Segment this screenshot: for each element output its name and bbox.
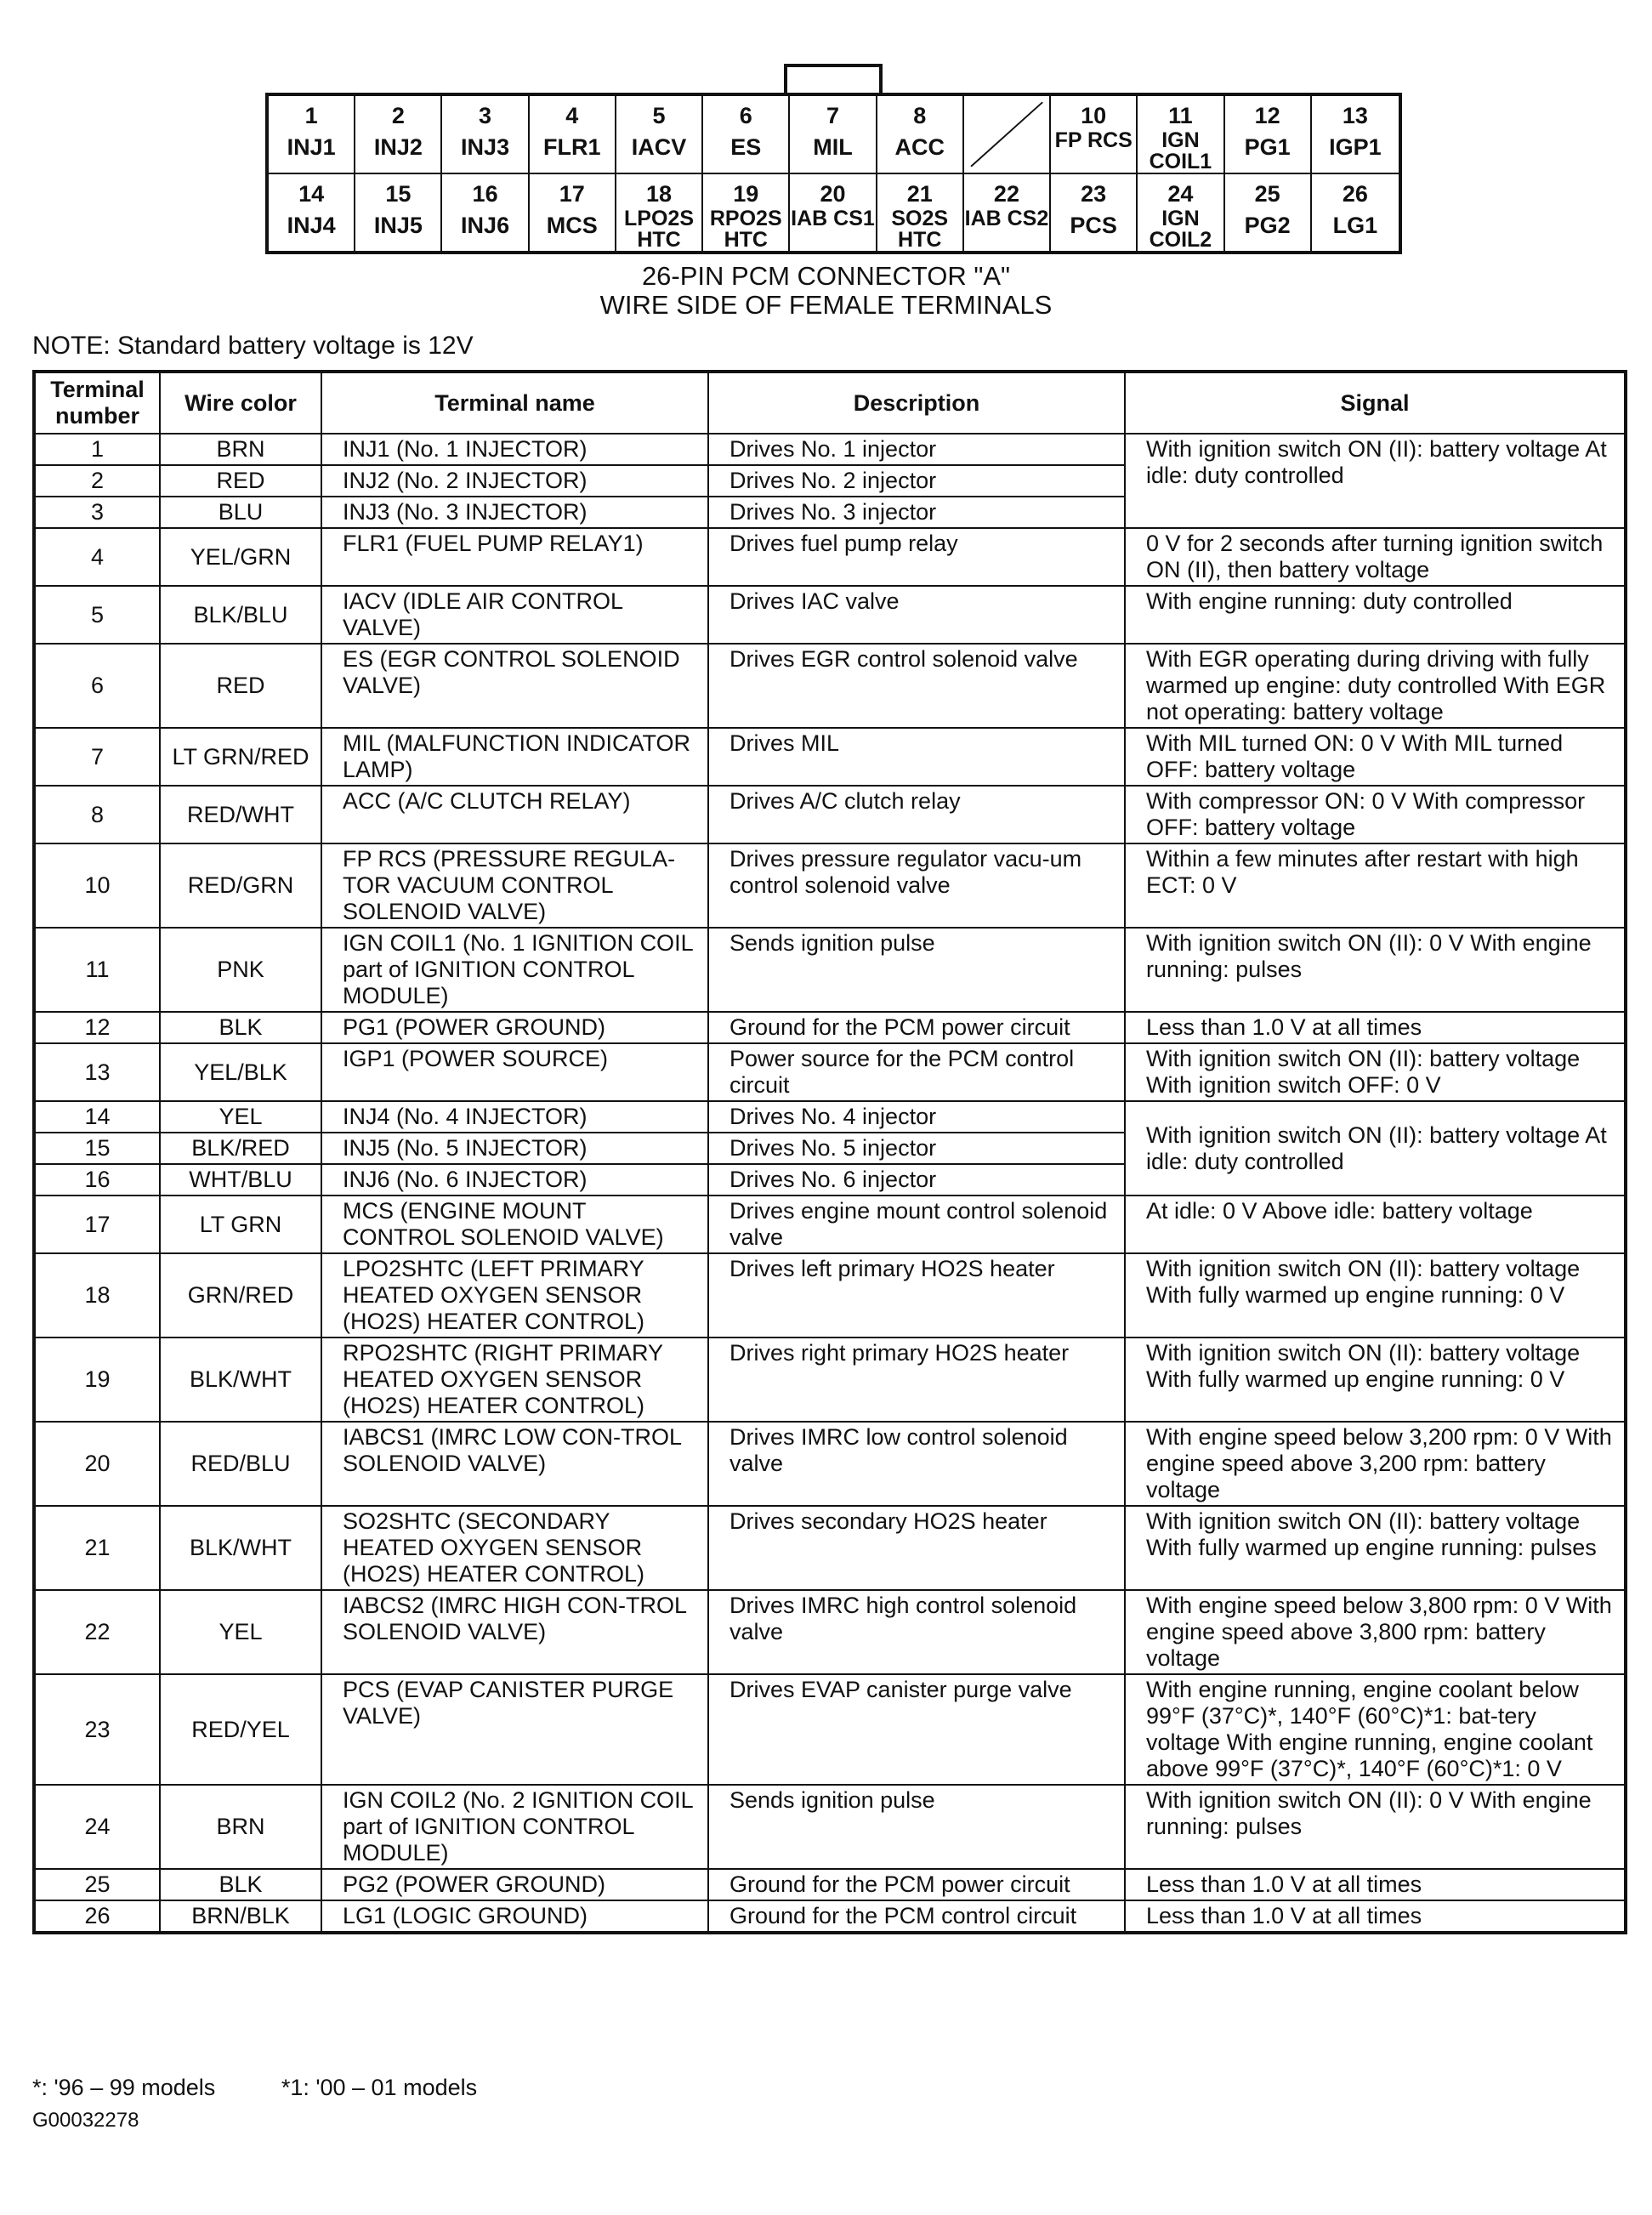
connector-pin-label: FP RCS [1054, 128, 1133, 152]
connector-pin-number: 14 [298, 181, 325, 207]
terminal-table [32, 370, 1627, 1934]
table-row [34, 1043, 1626, 1101]
wire-color-cell: LT GRN [160, 1196, 321, 1253]
table-header-row [34, 372, 1626, 434]
connector-pin-number: 17 [559, 181, 585, 207]
connector-pin-number: 26 [1342, 181, 1368, 207]
table-row [34, 1101, 1626, 1133]
header-description: Description [708, 372, 1125, 434]
wire-color-cell: RED/BLU [160, 1422, 321, 1506]
connector-pin-label: INJ2 [373, 134, 423, 160]
terminal-number-cell: 16 [34, 1164, 160, 1196]
wire-color-cell: YEL/BLK [160, 1043, 321, 1101]
connector-pin-label: IAB CS2 [964, 207, 1049, 230]
signal-cell: With engine speed below 3,200 rpm: 0 V With engine speed above 3,200 rpm: battery voltage [1125, 1422, 1626, 1506]
connector-pin-number: 20 [820, 181, 846, 207]
terminal-name-cell: IGP1 (POWER SOURCE) [321, 1043, 708, 1101]
connector-pin-number: 5 [652, 103, 666, 128]
description-cell: Drives pressure regulator vacu-um control solenoid valve [708, 843, 1125, 928]
signal-cell: With ignition switch ON (II): battery voltage With fully warmed up engine running: 0 V [1125, 1338, 1626, 1422]
wire-color-cell: RED [160, 465, 321, 497]
signal-cell-shared: With ignition switch ON (II): battery voltage At idle: duty controlled [1125, 434, 1626, 528]
wire-color-cell: BRN [160, 434, 321, 465]
signal-cell: With MIL turned ON: 0 V With MIL turned OFF: battery voltage [1125, 728, 1626, 786]
terminal-number-cell: 7 [34, 728, 160, 786]
terminal-name-cell: INJ6 (No. 6 INJECTOR) [321, 1164, 708, 1196]
terminal-name-cell: IGN COIL1 (No. 1 IGNITION COIL part of IGNITION CONTROL MODULE) [321, 928, 708, 1012]
description-cell: Drives IMRC low control solenoid valve [708, 1422, 1125, 1506]
connector-pin-number: 8 [913, 103, 927, 128]
figure-code: G00032278 [32, 2109, 139, 2132]
wire-color-cell: RED/GRN [160, 843, 321, 928]
terminal-name-cell: LG1 (LOGIC GROUND) [321, 1900, 708, 1933]
connector-pin [1312, 174, 1399, 251]
description-cell: Power source for the PCM control circuit [708, 1043, 1125, 1101]
connector-pin-number: 11 [1168, 103, 1193, 128]
table-row [34, 1012, 1626, 1043]
table-row [34, 1785, 1626, 1869]
description-cell: Drives EGR control solenoid valve [708, 644, 1125, 728]
connector-pin-number: 1 [304, 103, 318, 128]
terminal-number-cell: 3 [34, 497, 160, 528]
description-cell: Drives No. 3 injector [708, 497, 1125, 528]
connector-pin-label: IGP1 [1329, 134, 1382, 160]
connector-pin-number: 10 [1081, 103, 1107, 128]
wire-color-cell: BLK/RED [160, 1133, 321, 1164]
wire-color-cell: GRN/RED [160, 1253, 321, 1338]
signal-cell: With ignition switch ON (II): 0 V With engine running: pulses [1125, 1785, 1626, 1869]
description-cell: Drives fuel pump relay [708, 528, 1125, 586]
wire-color-cell: BLK [160, 1869, 321, 1900]
signal-cell: With compressor ON: 0 V With compressor OFF: battery voltage [1125, 786, 1626, 843]
table-row [34, 528, 1626, 586]
terminal-number-cell: 17 [34, 1196, 160, 1253]
terminal-name-cell: MIL (MALFUNCTION INDICATOR LAMP) [321, 728, 708, 786]
terminal-name-cell: PG2 (POWER GROUND) [321, 1869, 708, 1900]
connector-pin [442, 174, 529, 251]
connector-pin [442, 96, 529, 174]
connector-pin-label: MIL [813, 134, 853, 160]
table-row [34, 1338, 1626, 1422]
terminal-number-cell: 11 [34, 928, 160, 1012]
terminal-number-cell: 19 [34, 1338, 160, 1422]
battery-voltage-note: NOTE: Standard battery voltage is 12V [32, 332, 474, 360]
connector-pin-label: SO2S HTC [891, 207, 949, 252]
description-cell: Sends ignition pulse [708, 1785, 1125, 1869]
terminal-name-cell: ACC (A/C CLUTCH RELAY) [321, 786, 708, 843]
terminal-number-cell: 2 [34, 465, 160, 497]
table-row [34, 1869, 1626, 1900]
connector-caption-line2: WIRE SIDE OF FEMALE TERMINALS [599, 290, 1053, 320]
connector-pin [355, 96, 442, 174]
table-row [34, 843, 1626, 928]
connector-pin-label: IGN COIL2 [1149, 207, 1212, 252]
wire-color-cell: BLK [160, 1012, 321, 1043]
signal-cell: With ignition switch ON (II): battery voltage With fully warmed up engine running: pulses [1125, 1506, 1626, 1590]
description-cell: Drives secondary HO2S heater [708, 1506, 1125, 1590]
connector-pin-number: 24 [1167, 181, 1194, 207]
connector-pin [616, 96, 703, 174]
description-cell: Drives No. 6 injector [708, 1164, 1125, 1196]
connector-pin [790, 96, 877, 174]
description-cell: Drives No. 2 injector [708, 465, 1125, 497]
header-terminal-number: Terminal number [34, 372, 160, 434]
connector-pin [703, 96, 790, 174]
connector-pin-number: 21 [906, 181, 933, 207]
terminal-name-cell: IGN COIL2 (No. 2 IGNITION COIL part of IGNITION CONTROL MODULE) [321, 1785, 708, 1869]
connector-pin [355, 174, 442, 251]
terminal-number-cell: 12 [34, 1012, 160, 1043]
terminal-name-cell: INJ5 (No. 5 INJECTOR) [321, 1133, 708, 1164]
connector-pin [1138, 174, 1224, 251]
signal-cell: Within a few minutes after restart with high ECT: 0 V [1125, 843, 1626, 928]
footnote-00-01: *1: '00 – 01 models [281, 2075, 478, 2100]
connector-pin-grid [265, 93, 1402, 254]
terminal-name-cell: RPO2SHTC (RIGHT PRIMARY HEATED OXYGEN SENSOR (HO2S) HEATER CONTROL) [321, 1338, 708, 1422]
terminal-name-cell: PCS (EVAP CANISTER PURGE VALVE) [321, 1674, 708, 1785]
terminal-name-cell: INJ2 (No. 2 INJECTOR) [321, 465, 708, 497]
terminal-number-cell: 4 [34, 528, 160, 586]
terminal-name-cell: INJ1 (No. 1 INJECTOR) [321, 434, 708, 465]
connector-pin-number: 19 [733, 181, 759, 207]
signal-cell: 0 V for 2 seconds after turning ignition switch ON (II), then battery voltage [1125, 528, 1626, 586]
signal-cell: At idle: 0 V Above idle: battery voltage [1125, 1196, 1626, 1253]
connector-pin [1138, 96, 1224, 174]
connector-pin-number: 16 [472, 181, 498, 207]
connector-pin-number: 23 [1081, 181, 1107, 207]
terminal-name-cell: SO2SHTC (SECONDARY HEATED OXYGEN SENSOR (HO2S) HEATER CONTROL) [321, 1506, 708, 1590]
terminal-name-cell: LPO2SHTC (LEFT PRIMARY HEATED OXYGEN SENSOR (HO2S) HEATER CONTROL) [321, 1253, 708, 1338]
connector-pin-label: IGN COIL1 [1149, 128, 1212, 173]
wire-color-cell: LT GRN/RED [160, 728, 321, 786]
connector-pin-number: 13 [1342, 103, 1368, 128]
table-row [34, 1590, 1626, 1674]
description-cell: Drives No. 1 injector [708, 434, 1125, 465]
wire-color-cell: BLK/WHT [160, 1506, 321, 1590]
connector-caption-line1: 26-PIN PCM CONNECTOR "A" [641, 261, 1011, 291]
pcm-connector-diagram [265, 64, 1402, 255]
wire-color-cell: PNK [160, 928, 321, 1012]
signal-cell: With engine running: duty controlled [1125, 586, 1626, 644]
description-cell: Drives MIL [708, 728, 1125, 786]
table-row [34, 1900, 1626, 1933]
connector-pin [1051, 96, 1138, 174]
wire-color-cell: BLK/WHT [160, 1338, 321, 1422]
connector-pin-label: PG1 [1244, 134, 1291, 160]
connector-pin-number: 6 [739, 103, 752, 128]
terminal-number-cell: 10 [34, 843, 160, 928]
footnote-96-99: *: '96 – 99 models [32, 2075, 216, 2100]
connector-pin-label: INJ5 [373, 213, 423, 238]
table-row [34, 586, 1626, 644]
signal-cell: Less than 1.0 V at all times [1125, 1869, 1626, 1900]
connector-pin-number: 7 [826, 103, 839, 128]
signal-cell: With EGR operating during driving with fully warmed up engine: duty controlled With EGR not operating: battery voltage [1125, 644, 1626, 728]
terminal-number-cell: 26 [34, 1900, 160, 1933]
connector-pin [269, 174, 355, 251]
terminal-number-cell: 1 [34, 434, 160, 465]
connector-pin-label: ES [730, 134, 762, 160]
table-row [34, 1422, 1626, 1506]
header-terminal-name: Terminal name [321, 372, 708, 434]
terminal-number-cell: 15 [34, 1133, 160, 1164]
terminal-name-cell: ES (EGR CONTROL SOLENOID VALVE) [321, 644, 708, 728]
table-row [34, 786, 1626, 843]
table-row [34, 1253, 1626, 1338]
description-cell: Ground for the PCM power circuit [708, 1012, 1125, 1043]
signal-cell-shared: With ignition switch ON (II): battery voltage At idle: duty controlled [1125, 1101, 1626, 1196]
connector-pin [964, 174, 1051, 251]
connector-pin-blank [964, 96, 1051, 174]
connector-pin [703, 174, 790, 251]
wire-color-cell: BRN/BLK [160, 1900, 321, 1933]
terminal-name-cell: FP RCS (PRESSURE REGULA-TOR VACUUM CONTROL SOLENOID VALVE) [321, 843, 708, 928]
connector-pin-label: ACC [894, 134, 945, 160]
connector-pin-label: LPO2S HTC [624, 207, 695, 252]
table-row [34, 728, 1626, 786]
terminal-name-cell: IABCS1 (IMRC LOW CON-TROL SOLENOID VALVE) [321, 1422, 708, 1506]
description-cell: Sends ignition pulse [708, 928, 1125, 1012]
connector-pin [877, 96, 964, 174]
wire-color-cell: BLK/BLU [160, 586, 321, 644]
connector-pin-number: 2 [391, 103, 405, 128]
wire-color-cell: BRN [160, 1785, 321, 1869]
wire-color-cell: RED/YEL [160, 1674, 321, 1785]
signal-cell: With ignition switch ON (II): battery voltage With ignition switch OFF: 0 V [1125, 1043, 1626, 1101]
connector-pin-label: MCS [546, 213, 598, 238]
terminal-name-cell: INJ4 (No. 4 INJECTOR) [321, 1101, 708, 1133]
description-cell: Drives IMRC high control solenoid valve [708, 1590, 1125, 1674]
connector-pin-number: 25 [1254, 181, 1280, 207]
connector-pin [1312, 96, 1399, 174]
connector-pin-label: INJ6 [461, 213, 510, 238]
description-cell: Drives No. 4 injector [708, 1101, 1125, 1133]
connector-pin [530, 96, 616, 174]
connector-pin [1225, 174, 1312, 251]
connector-pin [1051, 174, 1138, 251]
terminal-name-cell: IACV (IDLE AIR CONTROL VALVE) [321, 586, 708, 644]
connector-pin-number: 22 [993, 181, 1019, 207]
wire-color-cell: WHT/BLU [160, 1164, 321, 1196]
terminal-number-cell: 24 [34, 1785, 160, 1869]
connector-pin-label: LG1 [1332, 213, 1378, 238]
table-row [34, 928, 1626, 1012]
connector-pin [616, 174, 703, 251]
connector-pin [269, 96, 355, 174]
terminal-number-cell: 18 [34, 1253, 160, 1338]
table-row [34, 1196, 1626, 1253]
connector-pin-number: 18 [646, 181, 673, 207]
terminal-number-cell: 23 [34, 1674, 160, 1785]
footnotes [32, 2075, 536, 2101]
table-row [34, 644, 1626, 728]
terminal-number-cell: 22 [34, 1590, 160, 1674]
terminal-name-cell: INJ3 (No. 3 INJECTOR) [321, 497, 708, 528]
terminal-number-cell: 25 [34, 1869, 160, 1900]
signal-cell: Less than 1.0 V at all times [1125, 1012, 1626, 1043]
terminal-number-cell: 21 [34, 1506, 160, 1590]
connector-pin-number: 4 [565, 103, 579, 128]
connector-pin [1225, 96, 1312, 174]
description-cell: Drives left primary HO2S heater [708, 1253, 1125, 1338]
description-cell: Ground for the PCM power circuit [708, 1869, 1125, 1900]
terminal-number-cell: 14 [34, 1101, 160, 1133]
connector-pin [877, 174, 964, 251]
description-cell: Ground for the PCM control circuit [708, 1900, 1125, 1933]
terminal-number-cell: 20 [34, 1422, 160, 1506]
terminal-name-cell: FLR1 (FUEL PUMP RELAY1) [321, 528, 708, 586]
header-signal: Signal [1125, 372, 1626, 434]
connector-pin-label: IAB CS1 [791, 207, 875, 230]
wire-color-cell: BLU [160, 497, 321, 528]
signal-cell: With ignition switch ON (II): battery voltage With fully warmed up engine running: 0 V [1125, 1253, 1626, 1338]
header-wire-color: Wire color [160, 372, 321, 434]
terminal-number-cell: 8 [34, 786, 160, 843]
wire-color-cell: YEL/GRN [160, 528, 321, 586]
description-cell: Drives right primary HO2S heater [708, 1338, 1125, 1422]
connector-pin-number: 3 [479, 103, 492, 128]
wire-color-cell: RED/WHT [160, 786, 321, 843]
connector-pin-number: 12 [1254, 103, 1280, 128]
wire-color-cell: YEL [160, 1590, 321, 1674]
connector-pin-number: 15 [385, 181, 412, 207]
terminal-name-cell: MCS (ENGINE MOUNT CONTROL SOLENOID VALVE) [321, 1196, 708, 1253]
description-cell: Drives EVAP canister purge valve [708, 1674, 1125, 1785]
table-row [34, 1674, 1626, 1785]
table-row [34, 1506, 1626, 1590]
signal-cell: Less than 1.0 V at all times [1125, 1900, 1626, 1933]
connector-pin-label: INJ1 [287, 134, 336, 160]
description-cell: Drives engine mount control solenoid valve [708, 1196, 1125, 1253]
signal-cell: With engine speed below 3,800 rpm: 0 V With engine speed above 3,800 rpm: battery voltage [1125, 1590, 1626, 1674]
wire-color-cell: YEL [160, 1101, 321, 1133]
connector-pin [530, 174, 616, 251]
terminal-number-cell: 5 [34, 586, 160, 644]
connector-pin-label: FLR1 [543, 134, 601, 160]
connector-pin-label: IACV [631, 134, 687, 160]
connector-pin-label: PCS [1070, 213, 1117, 238]
connector-pin-label: INJ4 [287, 213, 336, 238]
wire-color-cell: RED [160, 644, 321, 728]
connector-pin-label: RPO2S HTC [709, 207, 782, 252]
connector-pin-label: PG2 [1244, 213, 1291, 238]
description-cell: Drives IAC valve [708, 586, 1125, 644]
description-cell: Drives A/C clutch relay [708, 786, 1125, 843]
table-row [34, 434, 1626, 465]
terminal-name-cell: PG1 (POWER GROUND) [321, 1012, 708, 1043]
terminal-number-cell: 6 [34, 644, 160, 728]
connector-lock-tab [784, 64, 883, 96]
terminal-number-cell: 13 [34, 1043, 160, 1101]
connector-pin [790, 174, 877, 251]
description-cell: Drives No. 5 injector [708, 1133, 1125, 1164]
connector-pin-label: INJ3 [461, 134, 510, 160]
signal-cell: With ignition switch ON (II): 0 V With engine running: pulses [1125, 928, 1626, 1012]
signal-cell: With engine running, engine coolant below 99°F (37°C)*, 140°F (60°C)*1: bat-tery voltage With engine running, engine coolant above 99°F (37°C)*, 140°F (60°C)*1: 0 V [1125, 1674, 1626, 1785]
terminal-name-cell: IABCS2 (IMRC HIGH CON-TROL SOLENOID VALVE) [321, 1590, 708, 1674]
